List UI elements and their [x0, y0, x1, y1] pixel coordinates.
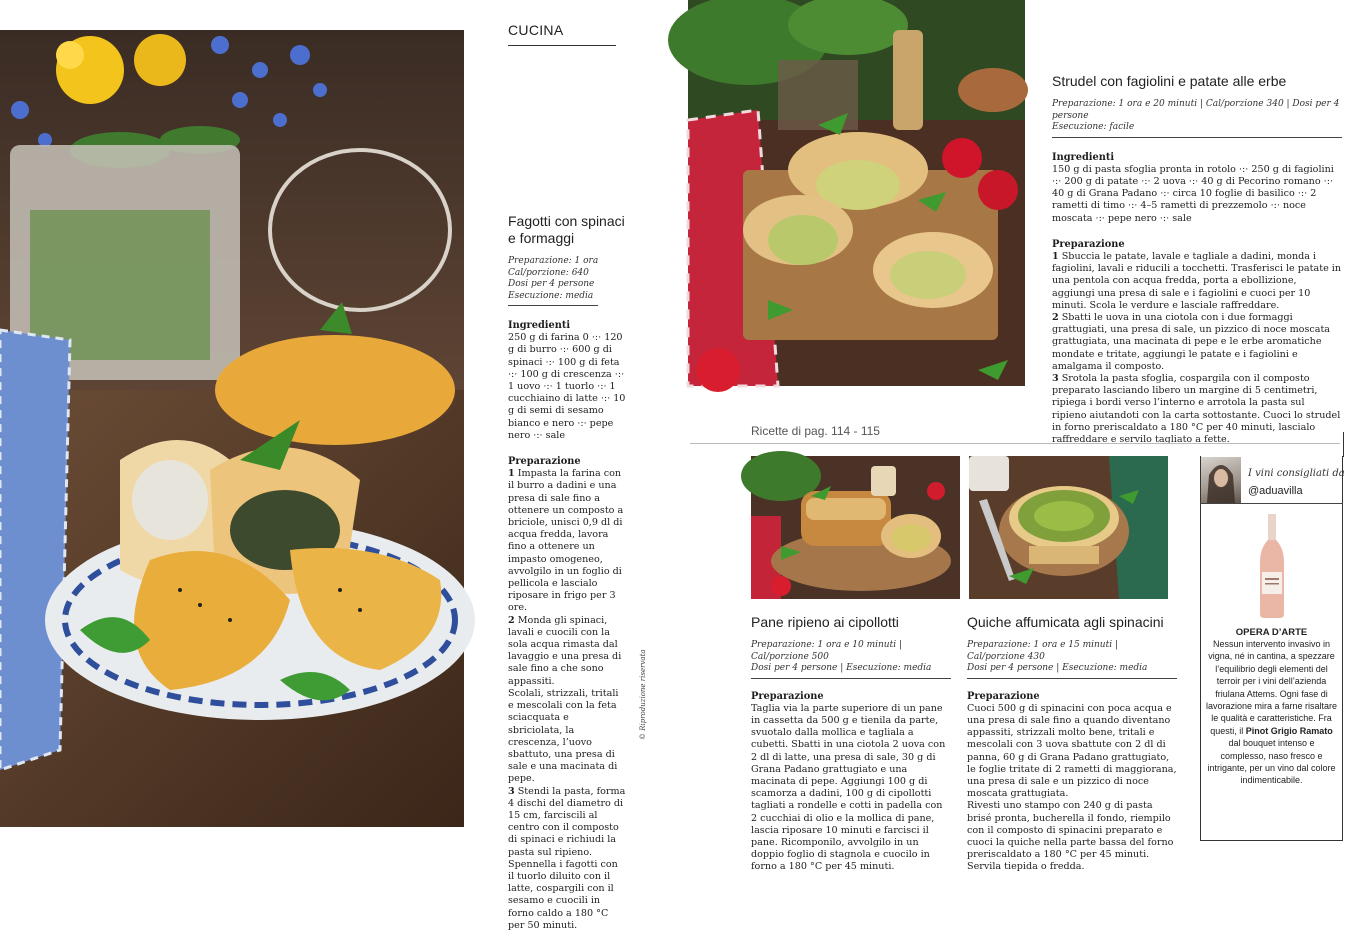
ingredienti-text: 150 g di pasta sfoglia pronta in rotolo ·:· 250 g di fagiolini ·:· 200 g di patate ·:· 2 uova ·:· 40 g di Pecorino romano ·:· 40 g di Grana Padano ·:· circa 10 foglie di basilico ·:· 2 rametti di timo ·:· 4–5 rametti di prezzemolo ·:· noce moscata ·:· pepe nero ·:· sale — [1052, 163, 1334, 224]
section-title: CUCINA — [508, 22, 616, 46]
preparazione-text: Cuoci 500 g di spinacini con poca acqua e una presa di sale fino a quando diventano appassiti, strizzali molto bene, tritali e mescolali con 3 uova sbattute con 2 dl di panna, 60 g di Grana Padano grattugiato, le foglie tritate di 2 rametti di maggiorana, una presa di sale e un pizzico di noce moscata grattugiata. — [967, 702, 1177, 800]
meta-dosi: Dosi per 4 persone — [508, 279, 595, 289]
preparazione-heading: Preparazione — [508, 456, 581, 468]
preparazione-text-2: Rivesti uno stampo con 240 g di pasta brisé pronta, bucherella il fondo, riempilo con il composto di spinacini preparato e cuoci la quiche nella parte bassa del forno preriscaldato a 180 °C per 45 minuti. Servila tiepida o fredda. — [967, 800, 1174, 873]
recipe-title — [508, 213, 626, 247]
step-number: 2 — [508, 614, 515, 626]
meta-line: Preparazione: 1 ora e 10 minuti | Cal/porzione 500 — [751, 640, 902, 662]
recipe-meta — [508, 256, 598, 306]
step-1 — [1052, 251, 1342, 312]
meta-line: Dosi per 4 persone | Esecuzione: media — [967, 663, 1148, 673]
preparazione-heading: Preparazione — [967, 690, 1040, 702]
recipe-meta — [967, 640, 1177, 679]
step-2 — [508, 615, 626, 688]
meta-line: Dosi per 4 persone | Esecuzione: media — [751, 663, 932, 673]
step-text: Srotola la pasta sfoglia, cospargila con il composto preparato lasciando libero un margine di 5 centimetri, ripiega i bordi verso l’interno e arrotola la pasta sul ripieno aiutandoti con la carta sottostante. Cuoci lo strudel in forno preriscaldato a 180 °C per 40 minuti, lascialo raffreddare e servilo tagliato a fette. — [1052, 372, 1341, 445]
step-number: 1 — [508, 468, 515, 480]
recipe-pane — [751, 614, 951, 874]
step-text: Sbuccia le patate, lavale e tagliale a dadini, monda i fagiolini, lavali e riducili a tocchetti. Trasferisci le patate in una pentola con acqua fredda, porta a ebollizione, aggiungi una presa di sale e i fagiolini e cuoci per 10 minuti. Scola le verdure e lasciale raffreddare. — [1052, 250, 1342, 311]
author-avatar — [1201, 457, 1241, 503]
step-text: Stendi la pasta, forma 4 dischi del diametro di 15 cm, farciscili al centro con il composto di spinaci e richiudi la pasta sul ripieno. Spennella i fagotti con il tuorlo diluito con il latte, cospargili con il sesamo e cuocili in forno caldo a 180 °C per 50 minuti. — [508, 785, 626, 931]
recipe-title: Pane ripieno ai cipollotti — [751, 614, 899, 630]
ricette-label: Ricette di pag. 114 - 115 — [751, 424, 880, 438]
recipe-quiche — [967, 614, 1177, 874]
wine-text — [1205, 638, 1338, 787]
recipe-title-line1: Fagotti con spinaci — [508, 213, 625, 229]
preparazione-text: Taglia via la parte superiore di un pane in cassetta da 500 g e tienila da parte, svuotalo dalla mollica e tagliala a cubetti. Sbatti in una ciotola 2 uova con 2 dl di latte, una presa di sale, 30 g di Grana Padano grattugiato e una macinata di pepe. Aggiungi 100 g di scamorza a dadini, 100 g di cipollotti tagliati a rondelle e cotti in padella con 2 cucchiai di olio e la mollica di pane, lascia riposare 10 minuti e farcisci il pane. Ricomponilo, avvolgilo in un doppio foglio di stagnola e cuocilo in forno a 180 °C per 45 minuti. — [751, 702, 946, 873]
recipe-meta — [1052, 99, 1342, 138]
recipe-strudel — [1052, 73, 1342, 446]
step-text: Impasta la farina con il burro a dadini e una presa di sale fino a ottenere un composto a briciole, unisci 0,9 dl di acqua fredda, lavora fino a ottenere un impasto omogeneo, avvolgilo in un foglio di pellicola e lascialo riposare in frigo per 3 ore. — [508, 468, 624, 614]
step-number: 1 — [1052, 250, 1059, 262]
step-3 — [508, 786, 626, 932]
recipe-title-line2: e formaggi — [508, 230, 575, 246]
recipe-meta — [751, 640, 951, 679]
wine-highlight: Pinot Grigio Ramato — [1245, 725, 1333, 736]
meta-esecuzione: Esecuzione: media — [508, 290, 594, 301]
pane-photo — [751, 456, 960, 599]
wine-label: I vini consigliati da — [1248, 468, 1345, 479]
wine-text-1: Nessun intervento invasivo in vigna, né in cantina, a spezzare l’equilibrio degli elementi del terroir per i vini dell’azienda friulana Attems. Ogni fase di lavorazione mira a farne risaltare le qualità e caratteristiche. Fra questi, il — [1205, 639, 1338, 736]
wine-box-rule — [1343, 432, 1344, 457]
meta-prep: Preparazione: 1 ora — [508, 256, 599, 266]
meta-cal: Cal/porzione: 640 — [508, 267, 589, 278]
copyright-credit: © Riproduzione riservata — [639, 649, 647, 740]
wine-bottle-image — [1255, 514, 1289, 618]
step-number: 2 — [1052, 311, 1059, 323]
step-2 — [1052, 312, 1342, 373]
step-text: Sbatti le uova in una ciotola con i due formaggi grattugiati, una presa di sale, un pizzico di noce moscata grattugiata, una macinata di pepe e le erbe aromatiche mondate e tritate, aggiungi le patate e i fagiolini e amalgama il composto. — [1052, 311, 1331, 372]
preparazione-heading: Preparazione — [1052, 238, 1125, 250]
step-number: 3 — [1052, 372, 1059, 384]
ingredienti-heading: Ingredienti — [1052, 151, 1115, 163]
preparazione-heading: Preparazione — [751, 690, 824, 702]
ingredienti-heading: Ingredienti — [508, 320, 571, 331]
wine-text-2: dal bouquet intenso e complesso, naso fresco e intrigante, per un vino dal colore indimenticabile. — [1207, 738, 1336, 786]
meta-line: Preparazione: 1 ora e 15 minuti | Cal/porzione 430 — [967, 640, 1118, 662]
step-1 — [508, 468, 626, 614]
wine-title: OPERA D’ARTE — [1235, 627, 1308, 638]
meta-line: Preparazione: 1 ora e 20 minuti | Cal/porzione 340 | Dosi per 4 persone — [1052, 99, 1340, 121]
meta-esecuzione: Esecuzione: facile — [1052, 122, 1135, 132]
recipe-title: Strudel con fagiolini e patate alle erbe — [1052, 73, 1287, 89]
author-handle: @aduavilla — [1248, 485, 1303, 497]
recipe-fagotti — [508, 213, 626, 932]
recipe-title: Quiche affumicata agli spinacini — [967, 614, 1164, 630]
strudel-photo — [688, 0, 1025, 386]
quiche-photo — [969, 456, 1168, 599]
ingredienti-text: 250 g di farina 0 ·:· 120 g di burro ·:· 600 g di spinaci ·:· 100 g di feta ·:· 100 g di crescenza ·:· 1 uovo ·:· 1 tuorlo ·:· 1 cucchiaino di latte ·:· 10 g di semi di sesamo bianco e nero ·:· pepe nero ·:· sale — [508, 332, 626, 441]
ricette-header — [690, 424, 1340, 444]
step-text: Monda gli spinaci, lavali e cuocili con la sola acqua rimasta dal lavaggio e una presa di sale fino a che sono appassiti. — [508, 614, 622, 687]
step-number: 3 — [508, 785, 515, 797]
step-2-cont: Scolali, strizzali, tritali e mescolali con la feta sciacquata e sbriciolata, la crescenza, l’uovo sbattuto, una presa di sale e una macinata di pepe. — [508, 687, 619, 785]
fagotti-photo — [0, 30, 464, 827]
